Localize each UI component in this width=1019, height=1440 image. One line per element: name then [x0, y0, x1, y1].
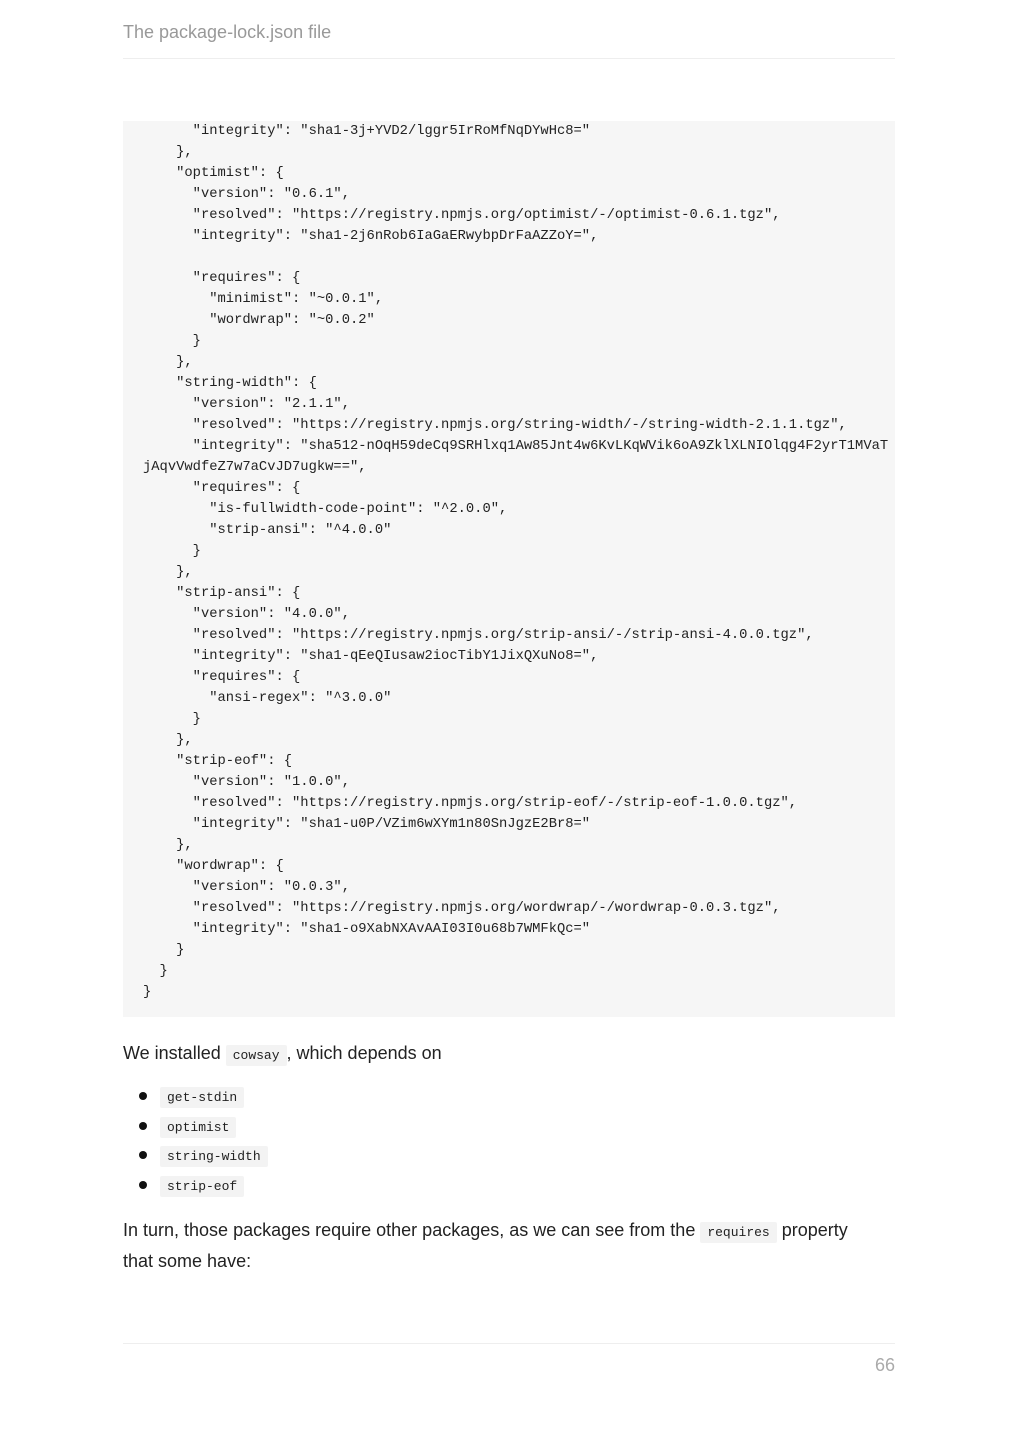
- code-line: "string-width": {: [143, 376, 317, 391]
- code-line: "resolved": "https://registry.npmjs.org/wordwrap/-/wordwrap-0.0.3.tgz",: [143, 901, 781, 916]
- code-line: "resolved": "https://registry.npmjs.org/strip-ansi/-/strip-ansi-4.0.0.tgz",: [143, 628, 814, 643]
- code-line: "optimist": {: [143, 166, 284, 181]
- code-line: }: [143, 544, 201, 559]
- code-line: "resolved": "https://registry.npmjs.org/strip-eof/-/strip-eof-1.0.0.tgz",: [143, 796, 798, 811]
- outro-text-end: property: [776, 1220, 848, 1240]
- code-line: "strip-ansi": "^4.0.0": [143, 523, 392, 538]
- list-item: [123, 1115, 268, 1145]
- code-line: "version": "2.1.1",: [143, 397, 350, 412]
- inline-code-requires: requires: [700, 1222, 776, 1243]
- dep-code: get-stdin: [160, 1087, 244, 1108]
- code-line: "integrity": "sha1-2j6nRob6IaGaERwybpDrFaAZZoY=",: [143, 229, 599, 244]
- code-line: "version": "4.0.0",: [143, 607, 350, 622]
- code-line: "integrity": "sha512-nOqH59deCq9SRHlxq1Aw85Jnt4w6KvLKqWVik6oA9ZklXLNIOlqg4F2yrT1MVaT: [143, 439, 889, 454]
- footer-divider: [123, 1343, 895, 1344]
- code-block: [123, 121, 895, 1017]
- code-line: "version": "0.6.1",: [143, 187, 350, 202]
- code-line: }: [143, 985, 152, 1000]
- dependency-list: [123, 1085, 268, 1204]
- outro-paragraph: [123, 1216, 895, 1276]
- code-line: "requires": {: [143, 670, 301, 685]
- code-line: },: [143, 733, 193, 748]
- code-line: },: [143, 565, 193, 580]
- code-line: "resolved": "https://registry.npmjs.org/optimist/-/optimist-0.6.1.tgz",: [143, 208, 781, 223]
- code-line: },: [143, 838, 193, 853]
- bullet-icon: [139, 1092, 147, 1100]
- dep-code: optimist: [160, 1117, 236, 1138]
- page-number: 66: [874, 1355, 895, 1375]
- bullet-icon: [139, 1122, 147, 1130]
- code-line: "is-fullwidth-code-point": "^2.0.0",: [143, 502, 508, 517]
- dep-code: string-width: [160, 1146, 268, 1167]
- code-line: "integrity": "sha1-o9XabNXAvAAI03I0u68b7WMFkQc=": [143, 922, 591, 937]
- code-line: "integrity": "sha1-3j+YVD2/lggr5IrRoMfNqDYwHc8=": [143, 124, 591, 139]
- list-item: [123, 1085, 268, 1115]
- code-line: }: [143, 334, 201, 349]
- intro-text: We installed: [123, 1043, 226, 1063]
- code-line: "ansi-regex": "^3.0.0": [143, 691, 392, 706]
- code-line: }: [143, 943, 185, 958]
- outro-text: In turn, those packages require other packages, as we can see from the: [123, 1220, 701, 1240]
- intro-text-end: , which depends on: [286, 1043, 442, 1063]
- code-line: },: [143, 355, 193, 370]
- list-item: [123, 1144, 268, 1174]
- code-line: "strip-ansi": {: [143, 586, 301, 601]
- code-line: "wordwrap": {: [143, 859, 284, 874]
- code-line: jAqvVwdfeZ7w7aCvJD7ugkw==",: [143, 460, 367, 475]
- list-item: [123, 1174, 268, 1204]
- inline-code-cowsay: cowsay: [226, 1045, 287, 1066]
- bullet-icon: [139, 1181, 147, 1189]
- code-line: "requires": {: [143, 481, 301, 496]
- code-line: "version": "0.0.3",: [143, 880, 350, 895]
- running-header: The package-lock.json file: [123, 22, 332, 42]
- code-line: }: [143, 964, 168, 979]
- outro-text-line2: that some have:: [123, 1251, 252, 1271]
- code-line: [143, 247, 895, 268]
- code-line: },: [143, 145, 193, 160]
- code-line: "version": "1.0.0",: [143, 775, 350, 790]
- code-line: }: [143, 712, 201, 727]
- code-line: "wordwrap": "~0.0.2": [143, 313, 375, 328]
- dep-code: strip-eof: [160, 1176, 244, 1197]
- code-line: "minimist": "~0.0.1",: [143, 292, 384, 307]
- intro-paragraph: [123, 1039, 895, 1070]
- code-lines: [143, 121, 895, 1003]
- code-line: "resolved": "https://registry.npmjs.org/string-width/-/string-width-2.1.1.tgz",: [143, 418, 847, 433]
- code-line: "integrity": "sha1-u0P/VZim6wXYm1n80SnJgzE2Br8=": [143, 817, 591, 832]
- header-divider: [123, 58, 895, 59]
- code-line: "integrity": "sha1-qEeQIusaw2iocTibY1JixQXuNo8=",: [143, 649, 599, 664]
- code-line: "strip-eof": {: [143, 754, 293, 769]
- code-line: "requires": {: [143, 271, 301, 286]
- bullet-icon: [139, 1151, 147, 1159]
